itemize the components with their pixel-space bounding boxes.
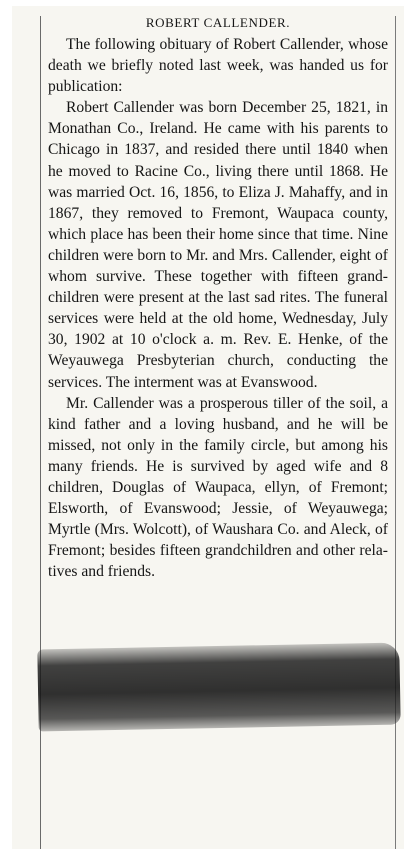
article-paragraph-survivors: Mr. Callender was a prosperous tiller of the soil, a kind father and a loving husband, and he will be missed, not only in the family circle, but among his many friends. He is survived by aged wife and 8 children, Douglas of Waupaca, ellyn, of Fremont; Elsworth, of Evanswood; Jessie, of Weyauwega; Myrtle (Mrs. Wolcott), of Waushara Co. and Aleck, of Fremont; besides fifteen grandchildren and other relatives and friends. <box>48 394 388 581</box>
column-rule-left <box>40 16 41 849</box>
ink-smudge-overlay <box>37 643 401 732</box>
article-column <box>48 14 388 582</box>
newspaper-clipping <box>12 6 404 849</box>
column-rule-right <box>395 16 396 849</box>
article-headline: ROBERT CALLENDER. <box>145 15 291 30</box>
article-paragraph-biography: Robert Callender was born December 25, 1821, in Monathan Co., Ireland. He came with his parents to Chicago in 1837, and resided there until 1840 when he moved to Racine Co., living there until 1868. He was married Oct. 16, 1856, to Eliza J. Mahaffy, and in 1867, they removed to Fremont, Waupaca county, which place has been their home since that time. Nine children were born to Mr. and Mrs. Callender, eight of whom survive. These together with fifteen grandchildren were present at the last sad rites. The funeral services were held at the old home, Wednesday, July 30, 1902 at 10 o'clock a. m. Rev. E. Henke, of the Weyauwega Presbyterian church, conducting the services. The interment was at Evanswood. <box>48 99 388 391</box>
article-paragraph-intro: The following obituary of Robert Callender, whose death we briefly noted last week, was handed us for publication: <box>48 36 388 96</box>
